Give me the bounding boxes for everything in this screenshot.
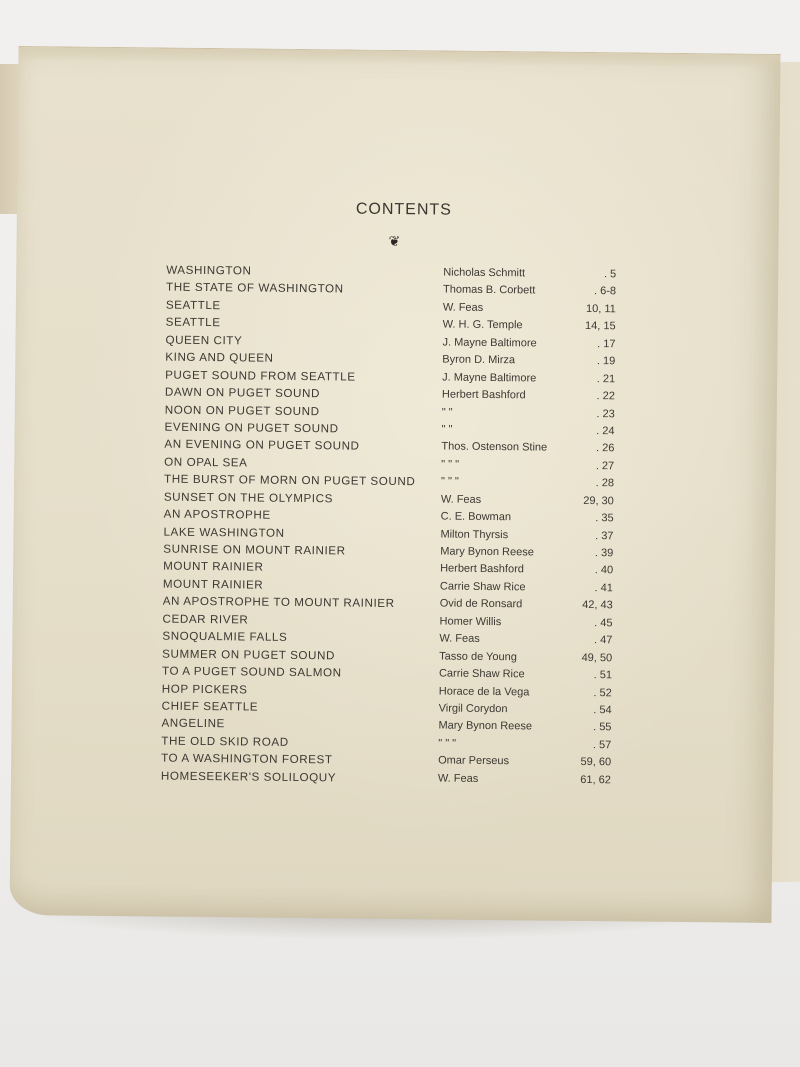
entry-page: . 39 [594, 547, 614, 560]
entry-author: Herbert Bashford [440, 562, 524, 576]
entry-page: . 17 [597, 337, 616, 351]
entry-author: " " " [440, 475, 459, 488]
entry-title: SUMMER ON PUGET SOUND [162, 647, 336, 663]
entry-page: . 51 [593, 669, 613, 682]
entry-page: . 5 [603, 268, 617, 281]
entry-author: J. Mayne Baltimore [442, 371, 537, 385]
entry-page: . 19 [596, 355, 616, 368]
entry-title: WASHINGTON [166, 263, 252, 278]
entry-page: 61, 62 [580, 773, 611, 786]
entry-page: 14, 15 [585, 320, 616, 333]
contents-list [161, 262, 616, 790]
entry-author: Thomas B. Corbett [442, 283, 536, 297]
entry-author: C. E. Bowman [440, 510, 512, 524]
entry-title: AN EVENING ON PUGET SOUND [164, 437, 360, 454]
entry-author: " " [441, 423, 453, 436]
entry-title: ANGELINE [161, 716, 225, 731]
entry-page: 29, 30 [583, 494, 614, 507]
entry-title: CHIEF SEATTLE [161, 699, 259, 714]
entry-title: CEDAR RIVER [162, 612, 249, 627]
entry-title: PUGET SOUND FROM SEATTLE [165, 368, 356, 384]
entry-title: THE BURST OF MORN ON PUGET SOUND [163, 472, 416, 489]
entry-author: J. Mayne Baltimore [442, 336, 537, 350]
entry-page: . 52 [593, 686, 612, 699]
entry-title: MOUNT RAINIER [162, 577, 264, 592]
entry-page: . 27 [595, 459, 615, 473]
entry-author: " " " [438, 737, 457, 750]
page-title: CONTENTS [355, 200, 452, 219]
entry-author: " " " [441, 458, 460, 471]
entry-title: AN APOSTROPHE [163, 507, 271, 522]
entry-author: Herbert Bashford [441, 388, 526, 402]
entry-author: Milton Thyrsis [440, 528, 509, 541]
entry-page: . 35 [595, 512, 614, 525]
entry-title: SNOQUALMIE FALLS [162, 629, 288, 645]
entry-page: . 21 [596, 372, 616, 385]
entry-page: . 54 [593, 704, 612, 717]
entry-author: Carrie Shaw Rice [439, 580, 526, 594]
entry-page: 10, 11 [586, 302, 616, 316]
entry-title: THE OLD SKID ROAD [161, 734, 289, 749]
entry-page: 59, 60 [580, 756, 612, 769]
entry-author: W. Feas [442, 301, 484, 314]
fleuron-icon: ❦ [388, 233, 401, 251]
entry-page: 42, 43 [582, 599, 613, 612]
entry-page: . 47 [593, 634, 613, 647]
entry-title: QUEEN CITY [165, 333, 243, 348]
entry-author: Omar Perseus [438, 754, 510, 768]
contents-page [9, 46, 780, 923]
entry-page: . 45 [594, 616, 613, 630]
entry-author: Byron D. Mirza [442, 353, 516, 367]
entry-page: . 23 [596, 407, 615, 420]
entry-author: Carrie Shaw Rice [438, 667, 525, 681]
entry-title: TO A WASHINGTON FOREST [161, 751, 333, 767]
entry-author: Mary Bynon Reese [438, 719, 533, 733]
entry-page: . 57 [592, 738, 612, 752]
entry-title: AN APOSTROPHE TO MOUNT RAINIER [162, 594, 395, 611]
entry-author: Nicholas Schmitt [443, 266, 526, 280]
entry-title: SEATTLE [165, 315, 221, 330]
entry-author: W. Feas [437, 772, 479, 785]
entry-page: . 26 [595, 442, 615, 455]
entry-author: Mary Bynon Reese [440, 545, 534, 559]
entry-author: Homer Willis [439, 615, 502, 628]
entry-title: DAWN ON PUGET SOUND [164, 385, 321, 401]
entry-title: HOP PICKERS [161, 682, 248, 696]
entry-author: Horace de la Vega [438, 684, 530, 698]
entry-page: . 40 [594, 564, 614, 577]
entry-title: THE STATE OF WASHINGTON [165, 281, 344, 296]
entry-author: W. H. G. Temple [442, 318, 523, 332]
entry-title: SEATTLE [165, 298, 221, 313]
entry-author: Virgil Corydon [438, 702, 508, 716]
entry-page: . 22 [596, 390, 615, 403]
entry-title: TO A PUGET SOUND SALMON [161, 664, 342, 680]
entry-author: Ovid de Ronsard [439, 597, 523, 611]
entry-title: EVENING ON PUGET SOUND [164, 420, 339, 436]
entry-author: W. Feas [440, 493, 482, 506]
entry-author: W. Feas [439, 632, 480, 646]
entry-title: SUNSET ON THE OLYMPICS [163, 490, 334, 506]
entry-title: MOUNT RAINIER [163, 560, 264, 575]
entry-page: . 41 [594, 581, 613, 595]
entry-page: . 24 [596, 425, 615, 438]
entry-title: NOON ON PUGET SOUND [164, 403, 320, 418]
entry-title: KING AND QUEEN [165, 350, 274, 365]
entry-title: ON OPAL SEA [164, 455, 248, 470]
list-item [161, 767, 611, 789]
entry-page: . 55 [593, 721, 612, 734]
entry-page: . 6-8 [593, 285, 617, 298]
entry-page: . 28 [595, 477, 615, 490]
entry-title: LAKE WASHINGTON [163, 525, 285, 540]
entry-page: 49, 50 [581, 651, 613, 664]
entry-author: Tasso de Young [439, 650, 517, 663]
entry-title: SUNRISE ON MOUNT RAINIER [163, 542, 346, 558]
entry-author: Thos. Ostenson Stine [441, 440, 548, 454]
entry-title: HOMESEEKER'S SOLILOQUY [160, 769, 337, 785]
entry-author: " " [441, 405, 453, 419]
entry-page: . 37 [595, 529, 614, 542]
